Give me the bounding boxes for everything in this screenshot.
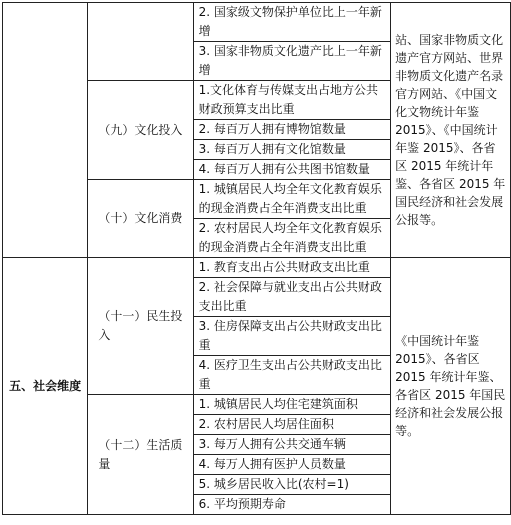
indicator-cell: 1. 城镇居民人均全年文化教育娱乐的现金消费占全年消费支出比重	[193, 180, 391, 219]
sub-dimension-cell: （十一）民生投入	[88, 258, 193, 395]
dimension-cell	[3, 3, 88, 258]
sub-dimension-cell	[88, 3, 193, 81]
indicator-cell: 2. 农村居民人均全年文化教育娱乐的现金消费占全年消费支出比重	[193, 219, 391, 258]
indicator-cell: 4. 医疗卫生支出占公共财政支出比重	[193, 356, 391, 395]
indicator-cell: 3. 每万人拥有公共交通车辆	[193, 435, 391, 455]
sub-dimension-cell: （十）文化消费	[88, 180, 193, 258]
dimension-cell: 五、社会维度	[3, 258, 88, 515]
indicator-cell: 2. 国家级文物保护单位比上一年新增	[193, 3, 391, 42]
indicator-cell: 3. 住房保障支出占公共财政支出比重	[193, 317, 391, 356]
indicator-cell: 1. 城镇居民人均住宅建筑面积	[193, 395, 391, 415]
source-cell: 站、国家非物质文化遗产官方网站、世界非物质文化遗产名录官方网站、《中国文化文物统计年鉴 2015》、《中国统计年鉴 2015》、各省区 2015 年统计年鉴、各省区 2015 年国民经济和社会发展公报等。	[391, 3, 511, 258]
indicator-cell: 3. 每百万人拥有文化馆数量	[193, 140, 391, 160]
indicator-cell: 1.文化体育与传媒支出占地方公共财政预算支出比重	[193, 81, 391, 120]
indicator-cell: 5. 城乡居民收入比(农村=1)	[193, 475, 391, 495]
sub-dimension-cell: （十二）生活质量	[88, 395, 193, 515]
sub-dimension-cell: （九）文化投入	[88, 81, 193, 180]
indicator-cell: 2. 社会保障与就业支出占公共财政支出比重	[193, 278, 391, 317]
indicator-cell: 2. 农村居民人均居住面积	[193, 415, 391, 435]
indicator-cell: 3. 国家非物质文化遗产比上一年新增	[193, 42, 391, 81]
indicator-cell: 4. 每万人拥有医护人员数量	[193, 455, 391, 475]
indicator-cell: 1. 教育支出占公共财政支出比重	[193, 258, 391, 278]
indicator-cell: 6. 平均预期寿命	[193, 495, 391, 515]
indicator-table	[2, 2, 511, 515]
source-cell: 《中国统计年鉴 2015》、各省区 2015 年统计年鉴、各省区 2015 年国民经济和社会发展公报等。	[391, 258, 511, 515]
indicator-cell: 2. 每百万人拥有博物馆数量	[193, 120, 391, 140]
indicator-cell: 4. 每百万人拥有公共图书馆数量	[193, 160, 391, 180]
